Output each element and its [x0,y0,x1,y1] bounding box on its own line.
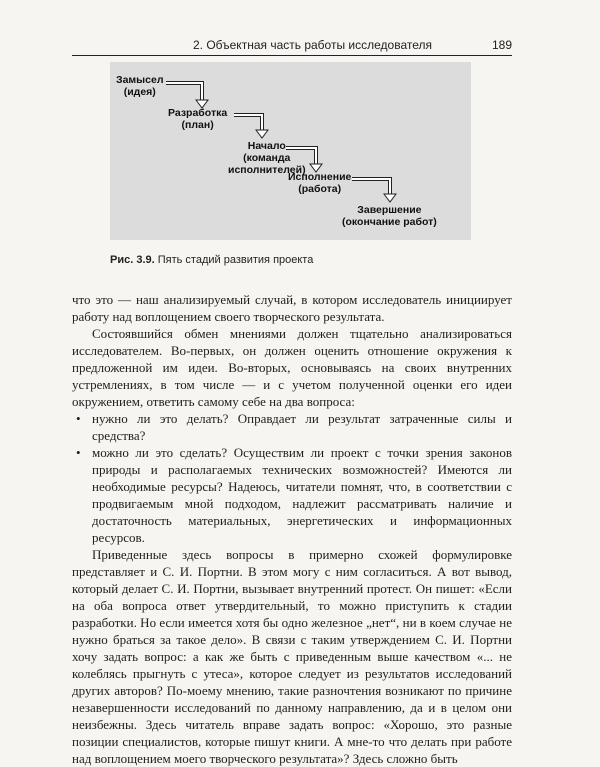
list-item: • можно ли это сделать? Осуществим ли проект с точки зрения законов природы и располагаемых технических возможностей? Имеются ли необходимые ресурсы? Надеюсь, читатели помнят, что, в соответствии с продвигаемым мной подходом, надлежит рассматривать наличие и достаточность материальных, энергетических и информационных ресурсов. [72,444,512,546]
figure-caption [110,254,490,266]
stage-title: Начало [247,140,286,152]
stage-completion [342,204,437,228]
caption-text: Пять стадий развития проекта [154,254,314,266]
connector-arrow-1 [166,83,202,102]
stage-subtitle: (план) [181,119,214,131]
paragraph-2: Состоявшийся обмен мнениями должен тщательно анализироваться исследователем. Во-первых, он должен оценить отношение окружения к предложенной им идеи. Во-вторых, основываясь на своих внутренних устремлениях, в том числе — и с учетом полученной оценки его идеи окружением, ответить самому себе на два вопроса: [72,326,512,409]
stage-subtitle: (работа) [298,183,342,195]
caption-label: Рис. 3.9. [110,254,155,266]
stage-subtitle: исполнителей) [228,164,306,176]
page-number: 189 [491,38,512,52]
body-text [72,291,512,767]
list-item: • нужно ли это делать? Оправдает ли результат затраченные силы и средства? [72,410,512,444]
stage-design [168,107,227,131]
paragraph-1: что это — наш анализируемый случай, в котором исследователь инициирует работу над воплощением своего творческого результата. [72,292,512,324]
stage-execution [288,171,351,195]
stage-title: Замысел [116,74,164,86]
stage-title: Разработка [168,107,228,119]
chapter-title: 2. Объектная часть работы исследователя [192,38,432,52]
stage-title: Завершение [357,204,422,216]
stage-subtitle: (команда [243,152,291,164]
stage-subtitle: (идея) [123,86,156,98]
connector-arrow-4 [352,179,390,196]
question-list [72,410,512,546]
stage-idea [116,74,164,98]
paragraph-3: Приведенные здесь вопросы в примерно схожей формулировке представляет и С. И. Портни. В этом могу с ним согласиться. А вот вывод, который делает С. И. Портни, вызывает внутренний протест. Он пишет: «Если на оба вопроса ответ утвердительный, то можно приступить к стадии разработки. Но если имеется хотя бы одно железное „нет“, ни в коем случае не нужно браться за такое дело». В связи с таким утверждением С. И. Портни хочу задать вопрос: а как же быть с приведенным выше качеством «... не колеблясь прыгнуть с утеса», которое следует из результатов исследований других авторов? По-моему мнению, такие разночтения возникают по причине незавершенности исследований по данному направлению, да и в целом они неизбежны. Здесь читатель вправе задать вопрос: «Хорошо, это разные позиции специалистов, которые пишут книги. А мне-то что делать при работе над воплощением моего творческого результата»? Здесь сложно быть [72,547,512,766]
project-stages-figure [110,62,471,240]
stage-title: Исполнение [288,171,352,183]
running-header [72,38,512,54]
header-rule [72,55,512,56]
connector-arrow-2 [234,115,262,132]
stage-subtitle: (окончание работ) [342,216,437,228]
